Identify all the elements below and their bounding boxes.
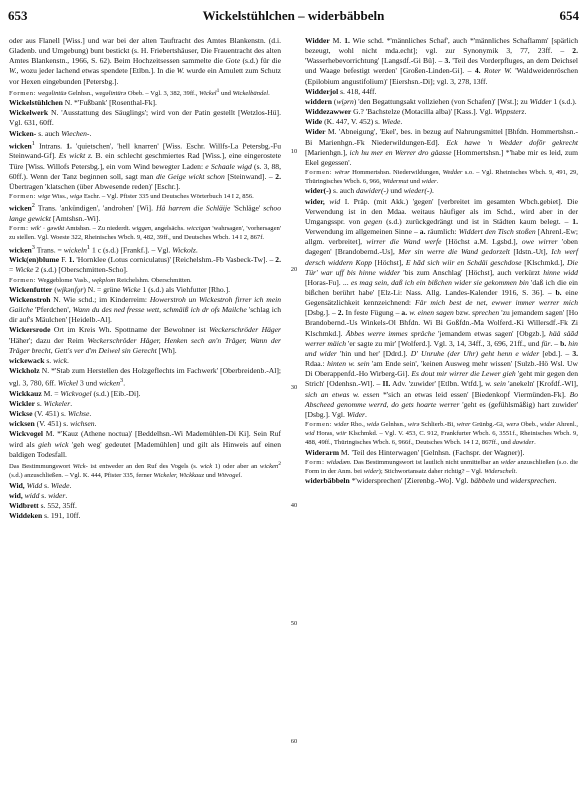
entry-note: Form: wīdədəm. Das Bestimmungswort ist lautlich nicht unmittelbar an wider anzuschließen (s.o. die Form in der Anm. bei wider); Stichwortansatz daher richtig? – Vgl. Widerschelt. [305,458,578,475]
running-head: Wickelstühlchen – widerbäbbeln [202,8,385,23]
entry-note: Das Bestimmungswort Wick- ist entweder an den Ruf des Vogels (s. wick 1) oder aber an wicken$^2$ (s.d.) anzuschließen. – Vgl. K. 444, Pfister 335, ferner Wickeler, Wickkauz und Witvogel. [9,460,281,480]
right-column [305,36,578,486]
dictionary-entry: oder aus Flanell [Wiss.] und war bei der alten Tauftracht des Amtes Blankenstn. (d.i. Gladenb. und Umgebung) bunt bestickt (s. H. Friebertshäuser, Die Frauentracht des alten Amtes Blankenstn., 1966, S. 62). Beim Hochzeitsessen sammelte die Gote (s.d.) für die W., wozu jeder lachend etwas spendete [Etlbn.]. In die W. wurde ein Amulett zum Schutz vor Hexen eingebunden [Petersbg.]. [9,36,282,86]
dictionary-entry: Wid, Widd s. Wiede. [9,480,72,490]
line-number: 20 [290,266,298,273]
entry-note: Formen: wegəlintüə Gelnhsn., wegəlintürə Obeb. – Vgl. 3, 382, 39ff., Wickel$^1$ und Wickelbändel. [9,87,270,97]
line-number: 30 [290,384,298,391]
dictionary-entry: Wicken- s. auch Wiechen-. [9,128,92,138]
left-column [9,36,281,521]
dictionary-entry: wid, widd s. wider. [9,490,68,500]
dictionary-entry: Wickersrode Ort im Kreis Wh. Spottname der Bewohner ist Weckerschröder Häger 'Häher'; dazu der Reim Weckerschröder Häger, Henken sech an'n Träger, Wann der Träger brecht, Gett's ver d'm Deiwel sin Gerecht [Wh]. [9,325,281,355]
entry-note: Formen: wider Rho., widə Gelnhsn., wirə Schlierb.-Bi, wirer Grünbg.-Gi, werə Obeb., widər Ahrenl., wid Horas, wiir Klschmkd. – Vgl. V. 453, C. 912, Frankfurter Wbch. 6, 3551f., Rheinisches Wbch. 9, 488, 49ff., Thüringisches Wbch. 6, 966f., Deutsches Wbch. 14 I 2, 867ff., und dawider. [305,421,578,447]
line-number: 60 [290,738,298,745]
dictionary-entry: Wide (K. 447, V. 452) s. Wiede. [305,117,403,127]
dictionary-entry: Wickholz N. *'Stab zum Herstellen des Holzgeflechts im Fachwerk' [Oberbreidenb.-Al]; vgl. 3, 780, 6ff. Wickel 3 und wicken$^3$. [9,366,281,388]
dictionary-entry: wider(-) s. auch dawider(-) und wieder(-). [305,186,434,196]
line-number: 10 [290,148,298,155]
entry-note: Form: wik' · gəwikt Amtshsn. – Zu niederdt. wiggen, angelsächs. wiccigan 'wahrsagen', 'vorhersagen' zu stellen. Vgl. Woeste 322, Rheinisches Wbch. 9, 482, 39ff., und Deutsches Wbch. 14 I 2, 867f. [9,225,281,242]
dictionary-entry: widerbäbbeln *'widersprechen' [Zierenbg.-Wo]. Vgl. bäbbeln und widersprechen. [305,476,557,486]
dictionary-entry: Wickkauz M. = Wickvogel (s.d.) [Eib.-Di]. [9,388,141,398]
dictionary-entry: Wickenstroh N. Wie schd.; im Kinderreim: Howerstroh un Wickestroh firrer ich mein Gailche 'Pferdchen', Wann du des ned fresse wett, schmäiß ich dr ofs Mailche 'schlag ich dir auf's Mäulchen' [Heidelb.-Al]. [9,294,281,325]
line-number: 50 [290,620,298,627]
dictionary-entry: Widder M. 1. Wie schd. *'männliches Schaf', auch *'männliches Schaflamm' [spärlich bezeugt, wohl nicht mda.echt]; vgl. zur Synonymik 3, 77, 23ff. – 2. 'Wasserhebevorrichtung' [Langsdf.-Gi Bü]. – 3. 'Teil des Vorderpfluges, an dem Deichsel und Waage befestigt werden' [Großen-Linden-Gi]. – 4. Roter W. 'Waldweidenröschen (Epilobium angustifolium)' [Eiershsn.-Di]; vgl. 3, 278, 13ff. [305,36,579,86]
page-number-left: 653 [8,8,28,23]
dictionary-entry: wicken$^2$ Trans. 'ankündigen', 'androhen' [Wi]. Hä harrem die Schläije 'Schläge' schoo lange gewickt [Amtshsn.-Wi]. [9,202,282,223]
dictionary-entry: Widderjol s. 418, 44ff. [305,86,377,96]
dictionary-entry: Wickler s. Wickeler. [9,399,73,409]
dictionary-entry: wicksen (V. 451) s. wichsen. [9,419,97,429]
dictionary-entry: widdern (wi̯ərn) 'den Begattungsakt vollziehen (von Schafen)' [Wst.]; zu Widder 1 (s.d.). [305,96,577,106]
dictionary-entry: Wickvogel M. *'Kauz (Athene noctua)' [Beddelhsn.-Wi Mademühlen-Di Ki]. Sein Ruf wird als gieh wick 'geh weg' gedeutet [Mademühlen] und gilt als Hinweis auf einen baldigen Todesfall. [9,429,282,459]
dictionary-entry: Wickenfutter (wįkənfǫr) N. = grüne Wicke 1 (s.d.) als Viehfutter [Rho.]. [9,284,231,294]
dictionary-entry: Widbrett s. 552, 35ff. [9,500,77,510]
dictionary-entry: Widerarm M. 'Teil des Hinterwagen' [Gelnhsn. (Fachspr. der Wagner)]. [305,447,525,457]
dictionary-entry: Wickelwerk N. 'Ausstattung des Säuglings'; wird von der Patin gestellt [Wetzlos-Hü]. Vgl. 631, 60ff. [9,108,281,128]
page-number-right: 654 [559,8,579,23]
dictionary-entry: wicken$^1$ Intrans. 1. 'quietschen', 'hell knarren' [Wiss. Eschr. Willfs-La Petersbg.-Fu Steinwand-Gf]. Es wickt z. B. ein schlecht geschmiertes Rad [Wiss.], eine eingerostete Türe [Wiss. Willofs Petersbg.], ein vom Wind bewegter Laden: e Schaale wigd (s. 3, 88, 60ff.). Wenn der Tanz beginnen soll, sagt man die Geige wickt schon [Steinwand]. – 2. Übertragen 'klatschen (über Abwesende reden)' [Eschr.]. [9,139,281,191]
dictionary-entry: Widdezawwer G.? 'Bachstelze (Motacilla alba)' [Kass.]. Vgl. Wippsterz. [305,107,527,117]
dictionary-entry: wider, wid I. Präp. (mit Akk.) 'gegen' [verbreitet im gesamten Wbch.gebiet]. Die Verwendung ist in den Mdaa. weitaus häufiger als im Schd., wird aber in der Umgangsspr. von gegen (s.d.) zurückgedrängt und ist in Städten kaum belegt. – 1. Verwendung im allgemeinen Sinne – a. räumlich: Widdert den Tisch stoßen [Ahrenl.-Ew; allgm. verbreitet], wirrer die Wand werfe [Höchst a.M. Lgsbd.], owe wirrer 'oben dagegen' [Brandobernd.-Us], Mer sin werre die Wand gedorzelt [Idstn.-Ut], Ich werf dersch widdern Kopp [Höchst], E hād sich wiir en Schdäi geschdose [Klschmkd.], Die Tür' war uff bis hinne widder 'bis zum Anschlag' [Höchst], auch verkürzt hinne widd [Horas-Fu]. ... es mag sein, daß ich ein bißchen wider sie gekommen bin 'daß ich die ein bißchen berührt habe' [Elz-Li: Nass. Allg. Landes-Kalender 1916, S. 36]. – b. eine Gegensätzlichkeit kennzeichnend: Fär mich best de net, ewwer immer werrer mich [Dsbg.]. – 2. In feste Fügung – a. w. einen sagen bzw. sprechen 'zu jemandem sagen' [Ho Brandobernd.-Us Winkels-Ol Bhfdn. Wi Bi Goßfdn.-Ma Wolferd.-Ki Willersdf.-Fk Zi Klschmkd.]. Äbbes werre immes spräche 'jemandem etwas sagen' [Obgzb.], hää säād werrer mäich 'er sagte zu mir' [Wolferd.]. Vgl. 3, 14, 34ff., 3, 696, 21ff., und für. – b. hin und wider 'hin und her' [Ddrd.]. D' Unruhe (der Uhr) geht henn e wider [ebd.]. – 3. Rdaa.: hinten w. sein 'am Ende sein', 'keinen Ausweg mehr wissen' [Sulzb.-Hö Wsl. Uw Di Oberappenfd.-Ho Wirberg-Gi]. Es dout mir wirrer die Lewer gieh 'geht mir gegen den Strich' [Odenhsn.-Wl]. – II. Adv. 'zuwider' [Etlbn. Wtfd.], w. sein 'anekeln' [Krofdf.-Wl], sich an etwas w. essen *'sich an etwas leid essen' [Biedenkopf Viermünden-Fk]. Bo Abscheed genomme werrd, do gets hoarte werrer 'geht es (gefühlsmäßig) hart zuwider' [Dsbg.]. Vgl. Wider. [305,196,579,419]
dictionary-entry: Wick(en)blume F. 1. 'Hornklee (Lotus corniculatus)' [Reichelshm.-Fb Vasbeck-Tw]. – 2. = Wicke 2 (s.d.) [Oberschmitten-Scho]. [9,255,281,275]
dictionary-entry: wickewack s. wick. [9,355,69,365]
dictionary-entry: Widdeken s. 191, 10ff. [9,511,81,521]
entry-note: Formen: wērər Hommertshsn. Niederwildungen, Wedder s.o. – Vgl. Rheinisches Wbch. 9, 491, 29, Thüringisches Wbch. 6, 966, Widermut und wider. [305,169,578,186]
dictionary-entry: Wickelstühlchen N. *'Fußbank' [Rosenthal-Fk]. [9,98,157,108]
dictionary-entry: Wickse (V. 451) s. Wichse. [9,409,92,419]
entry-note: Formen: wige Wiss., wigə Eschr. – Vgl. Pfister 335 und Deutsches Wörterbuch 14 I 2, 856. [9,193,254,201]
dictionary-entry: wicken$^3$ Trans. = wickeln$^1$ 1 c (s.d.) [Frankf.]. – Vgl. Wickolz. [9,243,198,255]
entry-note: Formen: Weggeblome Vasb., wękplom Reichelshm. Oberschmitten. [9,276,192,284]
dictionary-entry: Wider M. 'Abneigung', 'Ekel', bes. in bezug auf Nahrungsmittel [Bhfdn. Hommertshsn.-Bi Marienhgn.-Fk Niederwildungen-Ed]. Eck hawe 'n Wedder dofōr gekrecht [Marienhgn.], ich hu mer en Werrer dro gäasse [Hommertshsn.] *'habe mir es leid, zum Ekel gegessen'. [305,127,578,167]
line-number: 40 [290,502,298,509]
